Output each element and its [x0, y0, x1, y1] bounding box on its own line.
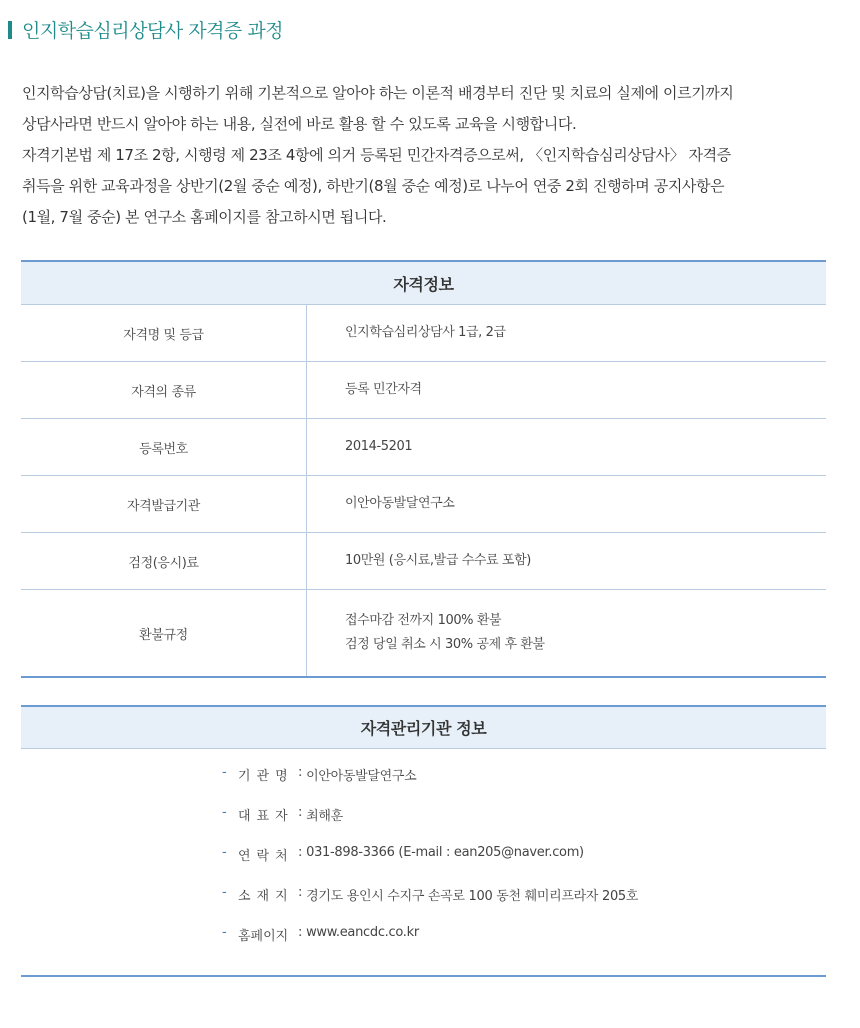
- list-item: [222, 885, 638, 925]
- page-title: 인지학습심리상담사 자격증 과정: [22, 20, 284, 42]
- page-title-row: [8, 16, 283, 43]
- qualification-header-row: [21, 261, 826, 305]
- refund-line-1: 접수마감 전까지 100% 환불: [345, 613, 502, 628]
- org-key: 홈페이지: [238, 929, 289, 944]
- refund-line-2: 검정 당일 취소 시 30% 공제 후 환불: [345, 637, 545, 652]
- list-item: [222, 845, 638, 885]
- org-separator: :: [298, 805, 303, 820]
- intro-line: 인지학습상담(치료)을 시행하기 위해 기본적으로 알아야 하는 이론적 배경부터 진단 및 치료의 실제에 이르기까지: [22, 84, 734, 102]
- row-value: 이안아동발달연구소: [307, 476, 827, 533]
- org-key: 소재지: [238, 889, 294, 904]
- qualification-heading: 자격정보: [21, 261, 826, 305]
- list-item: [222, 765, 638, 805]
- row-label: 등록번호: [21, 419, 307, 476]
- intro-line: (1월, 7월 중순) 본 연구소 홈페이지를 참고하시면 됩니다.: [22, 208, 387, 226]
- table-row: [21, 362, 826, 419]
- row-value: 인지학습심리상담사 1급, 2급: [307, 305, 827, 362]
- homepage-link[interactable]: www.eancdc.co.kr: [306, 925, 419, 940]
- dash-bullet: -: [222, 805, 227, 820]
- org-separator: :: [298, 885, 303, 900]
- intro-line: 자격기본법 제 17조 2항, 시행령 제 23조 4항에 의거 등록된 민간자격증으로써, 〈인지학습심리상담사〉 자격증: [22, 146, 731, 164]
- org-key: 대표자: [238, 809, 294, 824]
- row-value: 2014-5201: [307, 419, 827, 476]
- dash-bullet: -: [222, 765, 227, 780]
- org-separator: :: [298, 925, 303, 940]
- org-value: 경기도 용인시 수지구 손곡로 100 동천 훼미리프라자 205호: [306, 889, 639, 904]
- table-row: [21, 533, 826, 590]
- org-value: 이안아동발달연구소: [306, 769, 417, 784]
- table-row: [21, 305, 826, 362]
- intro-paragraph: [22, 78, 842, 233]
- intro-line: 취득을 위한 교육과정을 상반기(2월 중순 예정), 하반기(8월 중순 예정)로 나누어 연중 2회 진행하며 공지사항은: [22, 177, 725, 195]
- qualification-table: [21, 260, 826, 678]
- row-value: 10만원 (응시료,발급 수수료 포함): [307, 533, 827, 590]
- row-label: 자격명 및 등급: [21, 305, 307, 362]
- row-label: 검정(응시)료: [21, 533, 307, 590]
- org-key: 연락처: [238, 849, 294, 864]
- title-accent-bar: [8, 21, 12, 39]
- org-info-box: [21, 705, 826, 977]
- row-value-multiline: [307, 590, 827, 678]
- table-row: [21, 476, 826, 533]
- table-row: [21, 590, 826, 678]
- list-item: [222, 805, 638, 845]
- org-key: 기관명: [238, 769, 294, 784]
- row-value: 등록 민간자격: [307, 362, 827, 419]
- list-item: [222, 925, 638, 965]
- dash-bullet: -: [222, 885, 227, 900]
- org-value: 최해훈: [306, 809, 343, 824]
- org-list: [222, 765, 638, 965]
- row-label: 자격발급기관: [21, 476, 307, 533]
- dash-bullet: -: [222, 925, 227, 940]
- dash-bullet: -: [222, 845, 227, 860]
- row-label: 자격의 종류: [21, 362, 307, 419]
- org-separator: :: [298, 765, 303, 780]
- org-value: 031-898-3366 (E-mail : ean205@naver.com): [306, 845, 584, 860]
- intro-line: 상담사라면 반드시 알아야 하는 내용, 실전에 바로 활용 할 수 있도록 교육을 시행합니다.: [22, 115, 577, 133]
- row-label: 환불규정: [21, 590, 307, 678]
- org-separator: :: [298, 845, 303, 860]
- org-heading: 자격관리기관 정보: [21, 707, 826, 749]
- table-row: [21, 419, 826, 476]
